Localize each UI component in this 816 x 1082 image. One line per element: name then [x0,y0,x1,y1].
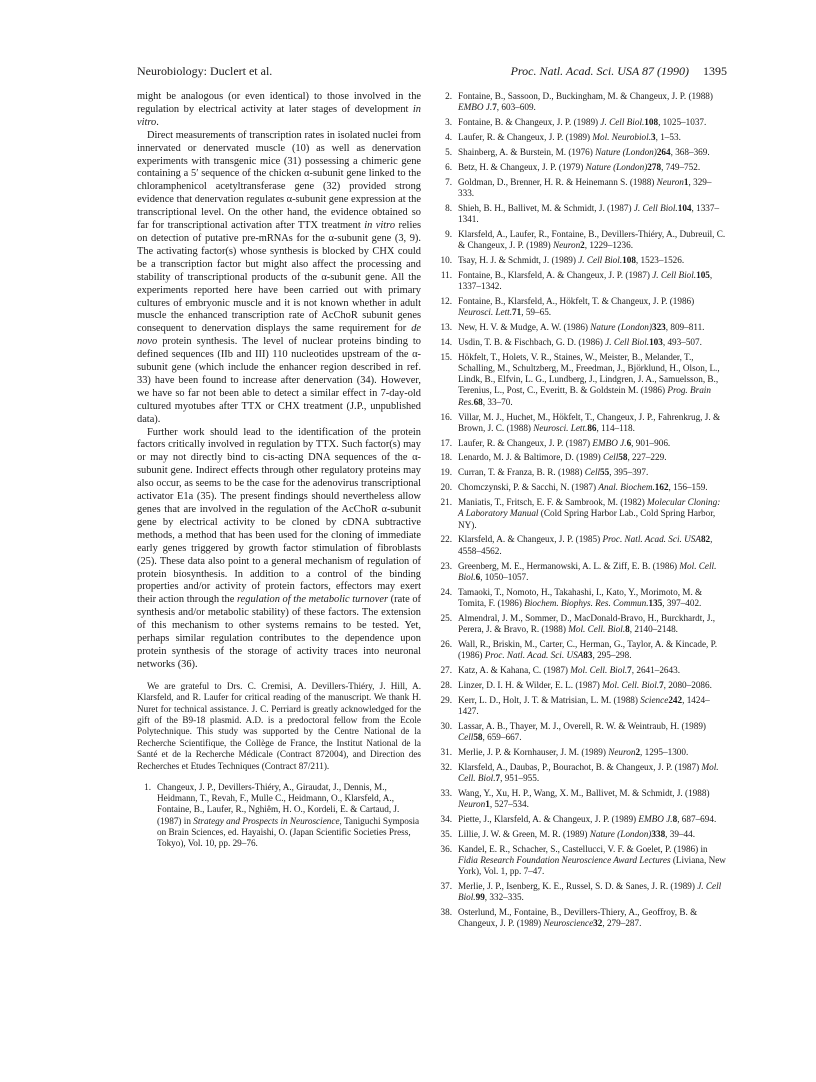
reference-item [438,762,727,784]
reference-list-left [137,782,421,849]
reference-authors: Shieh, B. H., Ballivet, M. & Schmidt, J. (1987) [458,202,634,213]
reference-number: 4. [445,131,452,142]
reference-authors: Linzer, D. I. H. & Wilder, E. L. (1987) [458,679,603,690]
right-column [438,91,727,933]
reference-number: 9. [445,228,452,239]
page-number: 1395 [703,64,727,78]
reference-number: 21. [440,497,452,508]
reference-journal: Nature (London) [589,828,652,839]
reference-text [458,639,727,661]
reference-journal: J. Cell Biol. [600,117,645,128]
reference-item [438,229,727,251]
reference-journal: Proc. Natl. Acad. Sci. USA [484,650,584,661]
reference-text [458,270,727,292]
reference-pages: , 493–507. [662,336,702,347]
reference-authors: Goldman, D., Brenner, H. R. & Heinemann S. (1988) [458,176,657,187]
reference-number: 33. [440,787,452,798]
reference-authors: Fontaine, B., Klarsfeld, A. & Changeux, J. P. (1987) [458,269,653,280]
reference-authors: Klarsfeld, A. & Changeux, J. P. (1985) [458,534,603,545]
reference-volume: 83 [583,650,593,661]
reference-volume: 2 [580,240,585,251]
reference-pages: , 114–118. [596,422,635,433]
reference-journal: Neurosci. Lett. [533,422,588,433]
reference-volume: 7 [495,772,501,783]
reference-pages: , 809–811. [665,322,705,333]
reference-pages: , 1424–1427. [458,694,710,716]
journal-citation: Proc. Natl. Acad. Sci. USA 87 (1990) [510,64,689,78]
reference-number: 15. [440,351,452,362]
reference-authors: Lillie, J. W. & Green, M. R. (1989) [458,828,590,839]
reference-journal: Mol. Cell. Biol. [458,761,719,783]
reference-item [438,907,727,929]
reference-item [438,497,727,531]
reference-journal: J. Cell Biol. [578,254,623,265]
reference-volume: 162 [654,482,669,493]
body-paragraph: might be analogous (or even identical) to those involved in the regulation by electrical activity at later stages of development in vitro. [137,91,421,128]
reference-volume: 1 [485,799,490,810]
reference-number: 25. [440,612,452,623]
reference-journal: Proc. Natl. Acad. Sci. USA [602,534,701,545]
reference-volume: 7 [492,102,497,113]
reference-text [458,337,727,348]
reference-item [438,412,727,434]
reference-text [458,534,727,556]
reference-number: 19. [440,467,452,478]
reference-pages: , 2080–2086. [663,679,712,690]
reference-journal: Mol. Neurobiol. [592,131,651,142]
reference-journal: Neuron [656,176,684,187]
reference-authors: Klarsfeld, A., Laufer, R., Fontaine, B., Devillers-Thiéry, A., Dubreuil, C. & Changeux, J. P. (1989) [458,228,726,251]
reference-item [438,162,727,173]
reference-authors: Shainberg, A. & Burstein, M. (1976) [458,146,596,157]
reference-journal: Mol. Cell. Biol. [602,679,660,690]
reference-list-right [438,91,727,930]
reference-item [438,452,727,463]
reference-number: 31. [440,746,452,757]
reference-text [458,91,727,113]
reference-number: 12. [440,295,452,306]
reference-volume: 32 [593,918,603,929]
reference-volume: 6 [626,437,632,448]
reference-item [438,147,727,158]
reference-volume: 264 [656,146,671,157]
reference-text [458,561,727,583]
reference-item [438,132,727,143]
reference-item [438,639,727,661]
reference-journal: Cell [584,467,601,478]
reference-volume: 2 [635,746,641,757]
reference-volume: 6 [475,571,481,582]
reference-volume: 68 [473,396,483,407]
reference-number: 35. [440,828,452,839]
reference-pages: , 368–369. [670,146,710,157]
reference-text [458,814,727,825]
left-column [137,91,421,853]
reference-pages: , 527–534. [489,799,529,810]
reference-journal: Mol. Cell. Biol. [568,623,626,634]
reference-volume: 323 [651,322,666,333]
body-paragraph: Direct measurements of transcription rates in isolated nuclei from innervated or denervated muscle (10) as well as denervation experiments with transgenic mice (31) possessing a chimeric gene containing a 5′ sequence of the chicken α-subunit gene linked to the chloramphenicol acetyltransferase gene (32) provided strong evidence that denervation regulates α-subunit gene expression at the transcriptional level. On the other hand, the evidence obtained so far for transcriptional activation after TTX treatment in vitro relies on detection of putative pre-mRNAs for the α-subunit gene (3, 9). The activating factor(s) whose synthesis is blocked by CHX could be a transcription factor but might also affect the processing and stability of transcriptional products of the α-subunit gene. All the experiments reported here have been carried out with primary cultures of embryonic muscle and it is not known whether in adult muscle the enhanced transcription rate of AcChoR subunit genes consequent to denervation displays the same requirement for de novo protein synthesis. The level of nuclear proteins binding to defined sequences (IIb and III) 110 nucleotides upstream of the α-subunit gene (which include the enhancer region described in ref. 33) have been found to increase after denervation (34). However, we have so far not been able to detect a similar effect in 7-day-old cultured myotubes after TTX or CHX treatment (J.P., unpublished data). [137,129,421,425]
reference-number: 32. [440,761,452,772]
reference-journal: Strategy and Prospects in Neuroscience [193,815,340,826]
reference-authors: Merlie, J. P., Isenberg, K. E., Russel, S. D. & Sanes, J. R. (1989) [458,881,698,892]
reference-pages: , 329–333. [458,176,712,198]
reference-text [458,255,727,266]
reference-authors: Villar, M. J., Huchet, M., Hökfelt, T., Changeux, J. P., Fahrenkrug, J. & Brown, J. C. (1988) [458,411,721,433]
reference-authors: Fontaine, B., Klarsfeld, A., Hökfelt, T. & Changeux, J. P. (1986) [458,295,695,306]
reference-authors: Laufer, R. & Changeux, J. P. (1989) [458,131,593,142]
reference-number: 34. [440,813,452,824]
reference-number: 1. [144,782,151,793]
reference-journal: Neuroscience [543,918,594,929]
reference-text [458,881,727,903]
reference-journal: EMBO J. [458,102,493,113]
reference-journal: Cell [458,732,474,742]
reference-text [458,162,727,173]
reference-volume: 55 [600,467,610,478]
reference-volume: 3 [651,131,656,142]
reference-text [458,829,727,840]
reference-text [458,497,727,531]
reference-journal: J. Cell Biol. [605,336,650,347]
reference-item [438,587,727,609]
reference-number: 2. [445,91,452,101]
reference-authors: Klarsfeld, A., Daubas, P., Bourachot, B. & Changeux, J. P. (1987) [458,761,702,772]
reference-volume: 1 [683,176,689,187]
reference-item [438,467,727,478]
reference-item [438,337,727,348]
reference-authors: Fontaine, B., Sassoon, D., Buckingham, M. & Changeux, J. P. (1988) [458,91,713,101]
reference-volume: 105 [696,269,710,280]
reference-text [458,907,727,929]
reference-authors: Maniatis, T., Fritsch, E. F. & Sambrook, M. (1982) [458,497,648,508]
reference-number: 36. [440,843,452,854]
reference-item [438,844,727,878]
reference-item [438,203,727,225]
reference-authors: Kerr, L. D., Holt, J. T. & Matrisian, L. M. (1988) [458,694,641,705]
reference-number: 3. [445,117,452,128]
reference-authors: Betz, H. & Changeux, J. P. (1979) [458,161,586,172]
reference-number: 14. [440,336,452,347]
reference-journal: Molecular Cloning: A Laboratory Manual [458,497,721,519]
reference-text [458,322,727,333]
reference-item [438,117,727,128]
reference-number: 10. [440,254,452,265]
reference-text [458,844,727,878]
body-paragraph: Further work should lead to the identification of the protein factors critically involved in regulation by TTX. Such factor(s) may or may not directly bind to cis-acting DNA sequences of the α-subunit gene. Indirect effects through other regulatory proteins may also occur, as seems to be the case for the adenovirus transcriptional activator E1a (35). The present findings should nevertheless allow genes that are involved in the regulation of the AcChoR α-subunit gene by electrical activity to be cloned by cDNA subtractive methods, a method that has been used for the cloning of immediate early genes triggered by growth factor stimulation of fibroblasts (25). These data also point to a general mechanism of regulation of protein biosynthesis. In addition to a control of the binding properties and/or activity of protein factors, effectors may exert their action through the regulation of the metabolic turnover (rate of synthesis and/or metabolic stability) of these factors. The extension of this mechanism to other systems remains to be tested. Yet, perhaps similar regulation contributes to the dependence upon protein synthesis of the storage of activity traces into neuronal networks (36). [137,426,421,670]
reference-number: 8. [445,202,452,213]
reference-volume: 103 [649,336,663,347]
reference-pages: , 227–229. [627,452,667,463]
reference-volume: 278 [647,161,662,172]
reference-pages: , 2641–2643. [631,664,680,675]
reference-pages: , 901–906. [631,437,671,448]
reference-pages: , 395–397. [609,467,649,478]
reference-volume: 58 [473,732,483,742]
reference-journal: EMBO J. [592,437,627,448]
reference-text [458,721,727,743]
reference-authors: Lenardo, M. J. & Baltimore, D. (1989) [458,452,603,463]
reference-text [157,782,421,849]
reference-authors: New, H. V. & Mudge, A. W. (1986) [458,322,591,333]
reference-item [438,680,727,691]
reference-pages: , 603–609. [496,102,536,113]
reference-item [137,782,421,849]
reference-text [458,296,727,318]
reference-text [458,680,727,691]
reference-item [438,561,727,583]
reference-pages: , 659–667. [482,732,522,742]
reference-number: 6. [445,161,452,172]
reference-item [438,270,727,292]
reference-text [458,695,727,717]
reference-volume: 108 [644,117,659,128]
reference-volume: 7 [627,664,632,675]
reference-item [438,255,727,266]
reference-pages: , 33–70. [482,396,513,407]
reference-pages: , 4558–4562. [458,534,713,556]
reference-item [438,534,727,556]
reference-pages: , 1337–1342. [458,269,713,292]
reference-volume: 135 [648,597,663,608]
reference-number: 20. [440,482,452,493]
reference-pages: , 1337–1341. [458,202,720,224]
reference-number: 7. [445,176,452,187]
reference-pages: , 397–402. [662,597,702,608]
reference-text [458,613,727,635]
reference-journal: Neuron [608,746,636,757]
reference-journal: J. Cell Biol. [458,881,722,903]
reference-text [458,788,727,810]
reference-item [438,352,727,408]
reference-number: 37. [440,881,452,892]
reference-volume: 86 [587,422,597,433]
reference-item [438,695,727,717]
reference-volume: 7 [659,679,664,690]
reference-journal: Cell [602,452,619,463]
reference-volume: 242 [668,694,683,705]
reference-journal: Fidia Research Foundation Neuroscience Award Lectures [458,854,671,865]
reference-volume: 71 [512,307,522,318]
reference-volume: 8 [625,623,630,634]
reference-authors: Osterlund, M., Fontaine, B., Devillers-Thiery, A., Geoffroy, B. & Changeux, J. P. (1989) [458,907,698,929]
reference-journal: Mol. Cell. Biol. [570,664,628,675]
reference-text [458,438,727,449]
reference-pages: , 1050–1057. [480,571,529,582]
reference-number: 30. [440,720,452,731]
reference-journal: J. Cell Biol. [652,269,697,280]
reference-text [458,467,727,478]
reference-pages: , 1295–1300. [640,746,689,757]
running-head [137,64,727,82]
reference-authors: Wall, R., Briskin, M., Carter, C., Herman, G., Taylor, A. & Kincade, P. (1986) [458,638,718,661]
reference-authors: Hökfelt, T., Holets, V. R., Staines, W., Meister, B., Melander, T., Schalling, M., Schultzberg, M., Freedman, J., Björklund, H., Olson, L., Lindk, B., Elfvin, L. G., Lundberg, J., Lindgren, J. A., Samuelsson, B., Terenius, L., Post, C., Everitt, B. & Goldstein M. (1986) [458,351,720,396]
reference-text [458,665,727,676]
reference-journal: Neurosci. Lett. [458,307,513,318]
reference-number: 18. [440,452,452,463]
reference-journal: Science [640,694,669,705]
reference-text [458,452,727,463]
reference-pages: , 2140–2148. [629,623,678,634]
reference-pages: , 156–159. [668,482,708,493]
reference-item [438,814,727,825]
reference-pages: , 332–335. [484,892,524,903]
reference-text [458,762,727,784]
reference-journal: Neuron [552,240,581,251]
reference-text [458,177,727,199]
reference-pages: , 749–752. [661,161,701,172]
reference-authors: Wang, Y., Xu, H. P., Wang, X. M., Ballivet, M. & Schmidt, J. (1988) [458,787,710,798]
reference-journal: Nature (London) [585,161,648,172]
reference-number: 27. [440,664,452,675]
reference-number: 5. [445,146,452,157]
reference-authors: Almendral, J. M., Sommer, D., MacDonald-Bravo, H., Burckhardt, J., Perera, J. & Bravo, R. (1988) [458,612,716,634]
reference-journal: Nature (London) [590,322,652,333]
reference-volume: 108 [622,254,636,265]
reference-pages: , 279–287. [602,918,642,929]
journal-header [511,64,727,79]
reference-volume: 104 [677,202,692,213]
reference-journal: Prog. Brain Res. [458,385,711,407]
reference-book-info: (Cold Spring Harbor Lab., Cold Spring Harbor, NY). [458,508,716,530]
reference-journal: Anal. Biochem. [598,482,655,493]
reference-number: 22. [440,534,452,545]
reference-number: 29. [440,694,452,705]
reference-authors: Tamaoki, T., Nomoto, H., Takahashi, I., Kato, Y., Morimoto, M. & Tomita, F. (1986) [458,586,703,608]
reference-book-info: , Taniguchi Symposia on Brain Sciences, ed. Hayaishi, O. (Japan Scientific Societies Press, Tokyo), Vol. 10, pp. 29–76. [157,815,420,849]
reference-item [438,721,727,743]
reference-number: 26. [440,638,452,649]
reference-pages: , 1523–1526. [635,254,685,265]
reference-number: 11. [440,269,452,280]
reference-pages: , 295–298. [592,650,632,661]
reference-item [438,438,727,449]
reference-item [438,881,727,903]
reference-text [458,203,727,225]
reference-item [438,482,727,493]
reference-number: 17. [440,437,452,448]
reference-pages: , 951–955. [500,772,540,783]
reference-text [458,117,727,128]
reference-authors: Katz, A. & Kahana, C. (1987) [458,664,571,675]
reference-authors: Changeux, J. P., Devillers-Thiéry, A., Giraudat, J., Dennis, M., Heidmann, T., Revah, F., Mulle C., Heidmann, O., Klarsfeld, A., Fontaine, B., Laufer, R., Nghiêm, H. O., Kordeli, E. & Cartaud, J. (1987) in [157,782,400,826]
reference-pages: , 59–65. [521,307,552,318]
reference-item [438,177,727,199]
reference-pages: , 1229–1236. [584,240,633,251]
reference-pages: , 1025–1037. [658,117,707,128]
reference-authors: Lassar, A. B., Thayer, M. J., Overell, R. W. & Weintraub, H. (1989) [458,720,706,731]
reference-authors: Laufer, R. & Changeux, J. P. (1987) [458,437,593,448]
reference-number: 24. [440,586,452,597]
reference-pages: , 1–53. [655,131,681,142]
reference-authors: Piette, J., Klarsfeld, A. & Changeux, J. P. (1989) [458,813,639,824]
reference-journal: Mol. Cell. Biol. [458,560,717,582]
reference-item [438,788,727,810]
reference-journal: EMBO J. [638,813,673,824]
reference-item [438,613,727,635]
reference-volume: 82 [700,534,711,545]
reference-authors: Merlie, J. P. & Kornhauser, J. M. (1989) [458,746,609,757]
reference-journal: Biochem. Biophys. Res. Commun. [524,597,649,608]
reference-journal: Nature (London) [595,146,657,157]
reference-volume: 99 [475,892,485,903]
reference-text [458,229,727,251]
reference-item [438,829,727,840]
reference-text [458,147,727,158]
reference-pages: , 687–694. [677,813,717,824]
reference-volume: 58 [618,452,628,463]
reference-item [438,747,727,758]
reference-authors: Greenberg, M. E., Hermanowski, A. L. & Ziff, E. B. (1986) [458,560,680,571]
reference-text [458,482,727,493]
reference-authors: Usdin, T. B. & Fischbach, G. D. (1986) [458,336,606,347]
reference-number: 28. [440,679,452,690]
reference-number: 38. [440,907,452,918]
reference-item [438,91,727,113]
reference-book-info: (Liviana, New York), Vol. 1, pp. 7–47. [458,854,726,877]
reference-item [438,296,727,318]
reference-number: 13. [440,322,452,333]
reference-number: 16. [440,411,452,422]
reference-authors: Tsay, H. J. & Schmidt, J. (1989) [458,254,579,265]
section-author-header: Neurobiology: Duclert et al. [137,64,273,78]
reference-text [458,412,727,434]
reference-authors: Fontaine, B. & Changeux, J. P. (1989) [458,117,601,128]
reference-text [458,132,727,143]
reference-authors: Curran, T. & Franza, B. R. (1988) [458,467,585,478]
reference-volume: 338 [651,828,666,839]
reference-journal: Neuron [458,799,486,810]
reference-volume: 8 [672,813,678,824]
reference-text [458,587,727,609]
reference-journal: J. Cell Biol. [633,202,678,213]
reference-authors: Kandel, E. R., Schacher, S., Castellucci, V. F. & Goelet, P. (1986) in [458,843,708,854]
reference-text [458,747,727,758]
reference-pages: , 39–44. [665,828,696,839]
reference-number: 23. [440,560,452,571]
reference-item [438,665,727,676]
reference-text [458,352,727,408]
acknowledgments: We are grateful to Drs. C. Cremisi, A. Devillers-Thiéry, J. Hill, A. Klarsfeld, and R. Laufer for critical reading of the manuscript. We thank H. Nuret for technical assistance. J. C. Perriard is greatly acknowledged for the gift of the B9-18 plasmid. A.D. is a predoctoral fellow from the Ecole Polytechnique. This study was supported by the Centre National de la Recherche Scientifique, the Collège de France, the Institut National de la Santé et de la Recherche Médicale (Contract 872004), and Direction des Recherches et Etudes Techniques (Contract 87/211). [137,680,421,771]
reference-authors: Chomczynski, P. & Sacchi, N. (1987) [458,482,599,493]
reference-item [438,322,727,333]
